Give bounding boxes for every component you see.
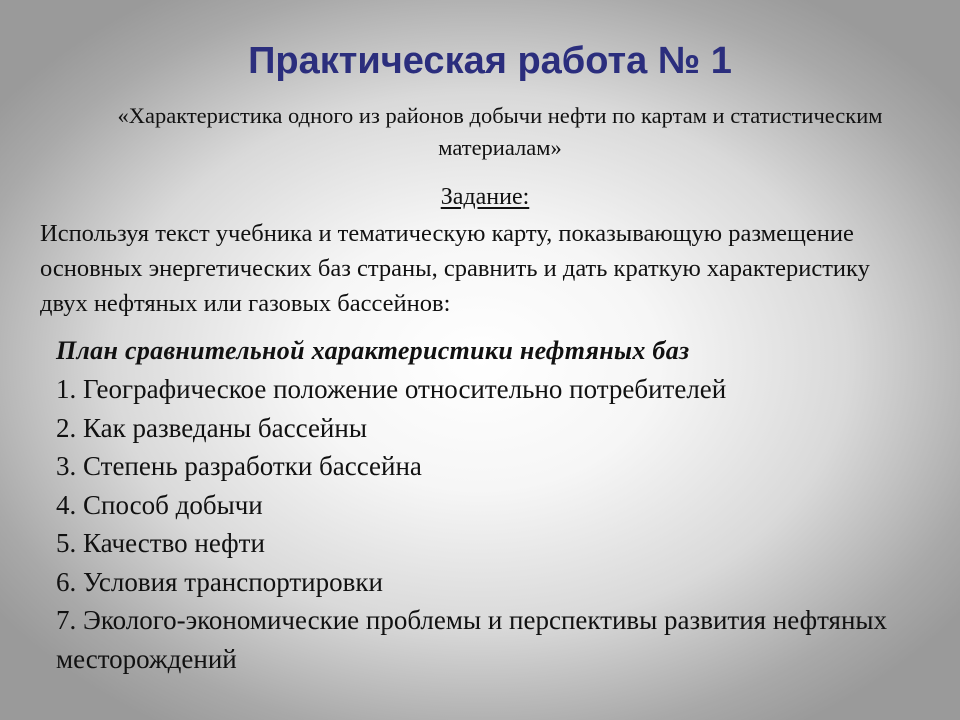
plan-item-7: 7. Эколого-экономические проблемы и перспективы развития нефтяных месторождений [56,605,888,674]
plan-item-1: 1. Географическое положение относительно потребителей [56,374,727,404]
plan-item-2: 2. Как разведаны бассейны [56,412,367,443]
plan-list [56,370,936,678]
plan-item-5: 5. Качество нефти [56,528,265,558]
plan-section [56,332,936,678]
slide-subtitle: «Характеристика одного из районов добычи нефти по картам и статистическим материалам» [117,103,883,160]
plan-item-6: 6. Условия транспортировки [56,566,383,597]
task-text: Используя текст учебника и тематическую карту, показывающую размещение основных энергетических баз страны, сравнить и дать краткую характеристику двух нефтяных или газовых бассейнов: [40,220,870,317]
task-label: Задание: [440,184,530,210]
slide-title: Практическая работа № 1 [248,40,732,82]
plan-item-4: 4. Способ добычи [56,489,263,520]
plan-item-3: 3. Степень разработки бассейна [56,451,422,481]
plan-heading: План сравнительной характеристики нефтяных баз [56,336,690,365]
